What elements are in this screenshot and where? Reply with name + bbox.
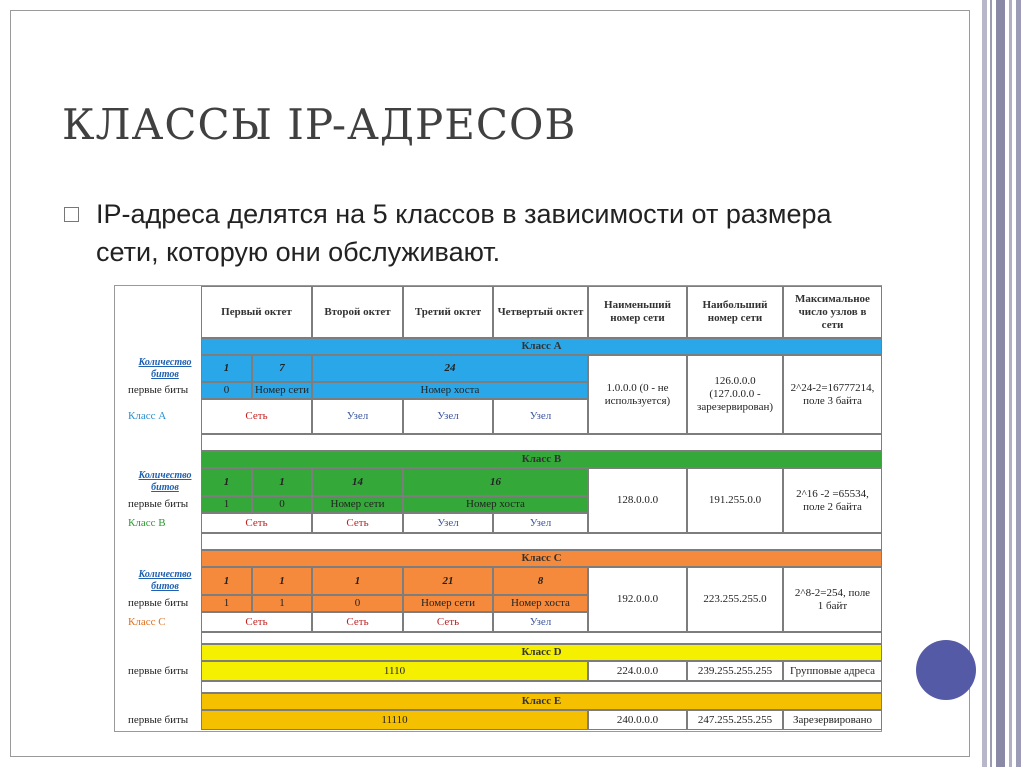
class-b-unit-1: Сеть: [201, 513, 312, 533]
spacer-ab: [201, 434, 882, 451]
class-a-bits-1: 1: [201, 355, 252, 382]
class-a-name: Класс A: [128, 410, 167, 422]
decorative-stripes: [978, 0, 1024, 767]
class-a-bits-3: 24: [312, 355, 588, 382]
class-c-name: Класс C: [128, 615, 166, 628]
class-c-max: 223.255.255.0: [687, 567, 783, 632]
class-c-bits-5: 8: [493, 567, 588, 595]
spacer-de: [201, 681, 882, 693]
class-a-unit-2: Узел: [312, 399, 403, 434]
class-e-band: Класс E: [201, 693, 882, 710]
class-b-first-3: Номер сети: [312, 496, 403, 513]
class-e-min: 240.0.0.0: [588, 710, 687, 730]
class-a-hosts: 2^24-2=16777214, поле 3 байта: [783, 355, 882, 434]
class-b-unit-4: Узел: [493, 513, 588, 533]
class-d-bits: 1110: [201, 661, 588, 681]
class-a-unit-4: Узел: [493, 399, 588, 434]
class-d-band: Класс D: [201, 644, 882, 661]
slide-title: КЛАССЫ IP-АДРЕСОВ: [62, 100, 577, 149]
class-c-unit-4: Узел: [493, 612, 588, 632]
header-max-network: Наибольший номер сети: [687, 286, 783, 338]
class-a-first-2: Номер сети: [252, 382, 312, 399]
header-octet3: Третий октет: [403, 286, 493, 338]
class-d-note: Групповые адреса: [783, 661, 882, 681]
class-c-first-1: 1: [201, 595, 252, 612]
class-a-first-3: Номер хоста: [312, 382, 588, 399]
class-d-min: 224.0.0.0: [588, 661, 687, 681]
class-e-max: 247.255.255.255: [687, 710, 783, 730]
class-c-first-4: Номер сети: [403, 595, 493, 612]
class-b-hosts: 2^16 -2 =65534, поле 2 байта: [783, 468, 882, 533]
class-b-first-1: 1: [201, 496, 252, 513]
class-c-firstbits-label: первые биты: [128, 597, 189, 609]
class-b-max: 191.255.0.0: [687, 468, 783, 533]
spacer-cd: [201, 632, 882, 644]
header-octet4: Четвертый октет: [493, 286, 588, 338]
class-a-bits-label: Количество битов: [138, 356, 192, 380]
decorative-circle: [916, 640, 976, 700]
spacer-bc: [201, 533, 882, 550]
class-c-bits-2: 1: [252, 567, 312, 595]
class-a-unit-1: Сеть: [201, 399, 312, 434]
bullet-point: [64, 195, 844, 271]
class-b-unit-3: Узел: [403, 513, 493, 533]
class-c-first-3: 0: [312, 595, 403, 612]
class-e-firstbits-label: первые биты: [128, 713, 189, 726]
class-b-firstbits-label: первые биты: [128, 498, 189, 510]
class-d-firstbits-label: первые биты: [128, 664, 189, 677]
class-c-bits-1: 1: [201, 567, 252, 595]
class-c-bits-3: 1: [312, 567, 403, 595]
class-a-first-1: 0: [201, 382, 252, 399]
class-c-hosts: 2^8-2=254, поле 1 байт: [783, 567, 882, 632]
class-c-bits-label: Количество битов: [138, 569, 192, 592]
class-c-first-2: 1: [252, 595, 312, 612]
class-b-bits-2: 1: [252, 468, 312, 496]
bullet-square-icon: [64, 207, 79, 222]
header-max-hosts: Максимальное число узлов в сети: [783, 286, 882, 338]
class-a-bits-2: 7: [252, 355, 312, 382]
class-c-band: Класс C: [201, 550, 882, 567]
class-b-band: Класс B: [201, 451, 882, 468]
class-b-min: 128.0.0.0: [588, 468, 687, 533]
class-d-max: 239.255.255.255: [687, 661, 783, 681]
class-c-unit-1: Сеть: [201, 612, 312, 632]
class-c-first-5: Номер хоста: [493, 595, 588, 612]
ip-classes-table: [114, 285, 882, 732]
header-octet2: Второй октет: [312, 286, 403, 338]
class-a-max: 126.0.0.0 (127.0.0.0 - зарезервирован): [687, 355, 783, 434]
header-octet1: Первый октет: [201, 286, 312, 338]
class-b-first-4: Номер хоста: [403, 496, 588, 513]
class-b-bits-label: Количество битов: [138, 470, 192, 493]
bullet-text: IP-адреса делятся на 5 классов в зависимости от размера сети, которую они обслуживают.: [96, 199, 832, 267]
header-min-network: Наименьший номер сети: [588, 286, 687, 338]
class-c-min: 192.0.0.0: [588, 567, 687, 632]
class-a-unit-3: Узел: [403, 399, 493, 434]
class-b-bits-1: 1: [201, 468, 252, 496]
class-b-first-2: 0: [252, 496, 312, 513]
class-e-bits: 11110: [201, 710, 588, 730]
class-c-unit-2: Сеть: [312, 612, 403, 632]
class-b-unit-2: Сеть: [312, 513, 403, 533]
class-c-unit-3: Сеть: [403, 612, 493, 632]
class-a-min: 1.0.0.0 (0 - не используется): [588, 355, 687, 434]
class-a-band: Класс A: [201, 338, 882, 355]
class-b-name: Класс B: [128, 516, 166, 529]
class-b-bits-4: 16: [403, 468, 588, 496]
class-e-note: Зарезервировано: [783, 710, 882, 730]
class-b-bits-3: 14: [312, 468, 403, 496]
class-c-bits-4: 21: [403, 567, 493, 595]
class-a-firstbits-label: первые биты: [128, 384, 189, 396]
